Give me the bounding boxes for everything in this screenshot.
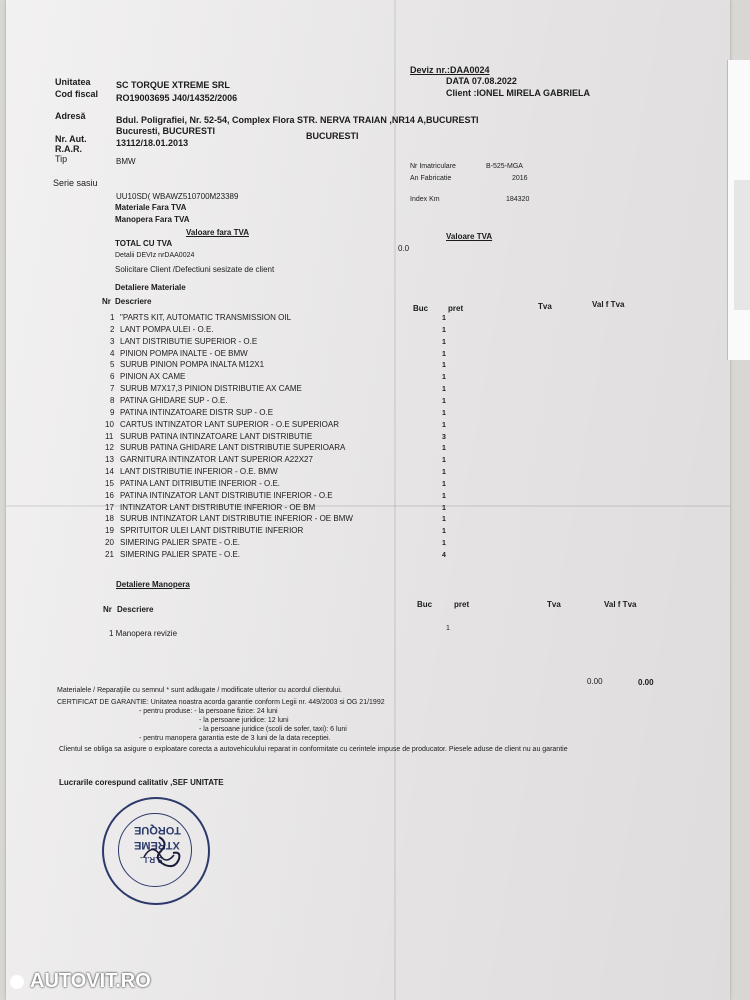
- materiale-row-buc: 1: [442, 480, 446, 488]
- materiale-row-buc: 1: [442, 362, 446, 370]
- materiale-row-descriere: SIMERING PALIER SPATE - O.E.: [120, 550, 241, 559]
- adjacent-paper-print: [734, 180, 750, 310]
- nr-aut-value: 13112/18.01.2013: [116, 138, 189, 148]
- site-watermark: [10, 970, 151, 993]
- materiale-row-descriere: SURUB PATINA INTINZATOARE LANT DISTRIBUTIE: [120, 431, 313, 441]
- materiale-row-buc: 1: [442, 504, 446, 512]
- company-stamp: [102, 797, 210, 905]
- fold-line-horizontal: [6, 505, 730, 507]
- manopera-header-val: Val f Tva: [604, 600, 637, 609]
- unitatea-value: SC TORQUE XTREME SRL: [116, 80, 230, 90]
- tip-value: BMW: [116, 157, 136, 166]
- garantie-produse: - pentru produse: - la persoane fizice: 24 luni: [139, 708, 278, 715]
- manopera-title: Detaliere Manopera: [116, 580, 190, 589]
- materiale-row-descriere: CARTUS INTINZATOR LANT SUPERIOR - O.E SUPERIOAR: [120, 419, 339, 429]
- manopera-fara-tva: Manopera Fara TVA: [115, 215, 190, 224]
- materiale-row-buc: 1: [442, 315, 446, 322]
- manopera-header-tva: Tva: [547, 600, 561, 609]
- manopera-row: 1 Manopera revizie: [109, 629, 178, 638]
- materiale-row-buc: 1: [442, 374, 446, 382]
- materiale-row-descriere: SURUB PINION POMPA INALTA M12X1: [120, 360, 265, 370]
- materiale-row-buc: 1: [442, 457, 446, 465]
- detalii-deviz: Detalii DEVIz nrDAA0024: [115, 252, 195, 259]
- materiale-row-buc: 1: [442, 516, 446, 524]
- materiale-row-descriere: SURUB M7X17,3 PINION DISTRIBUTIE AX CAME: [120, 384, 302, 394]
- tip-label: Tip: [55, 154, 68, 164]
- stamp-line-2: XTREME: [134, 839, 180, 851]
- deviz-document: [6, 0, 730, 1000]
- adresa-label: Adresă: [55, 111, 86, 121]
- fold-line-vertical: [394, 0, 396, 1000]
- materiale-row-descriere: SURUB PATINA GHIDARE LANT DISTRIBUTIE SUPERIOARA: [120, 443, 346, 453]
- materiale-row-descriere: INTINZATOR LANT DISTRIBUTIE INFERIOR - OE BM: [120, 502, 316, 512]
- materiale-row-descriere: LANT DISTRIBUTIE SUPERIOR - O.E: [120, 336, 258, 346]
- index-km-value: 184320: [506, 196, 530, 203]
- materiale-row-nr: 10: [105, 419, 114, 429]
- adresa-line2b: BUCURESTI: [306, 131, 359, 141]
- serie-value: UU10SD( WBAWZ510700M23389: [116, 192, 239, 201]
- materiale-row-descriere: PATINA INTINZATOR LANT DISTRIBUTIE INFERIOR - O.E: [120, 490, 333, 500]
- nr-imatriculare-value: B-525-MGA: [486, 163, 523, 170]
- materiale-row-descriere: LANT POMPA ULEI - O.E.: [120, 324, 214, 334]
- valoare-tva: Valoare TVA: [446, 232, 493, 241]
- lucrarile-corespund: Lucrarile corespund calitativ ,SEF UNITATE: [59, 778, 224, 787]
- nr-aut-label: Nr. Aut.: [55, 134, 87, 144]
- serie-label: Serie sasiu: [53, 178, 98, 188]
- garantie-juridice: - la persoane juridice: 12 luni: [199, 717, 289, 724]
- manopera-header-pret: pret: [454, 600, 470, 609]
- watermark-text: AUTOVIT.RO: [30, 970, 151, 992]
- materiale-row-buc: 1: [442, 397, 446, 405]
- rar-label: R.A.R.: [55, 144, 82, 154]
- materiale-row-nr: 1: [110, 313, 115, 322]
- certificat-garantie: CERTIFICAT DE GARANTIE: Unitatea noastra acorda garantie conform Legii nr. 449/2003 si OG 21/1992: [57, 699, 385, 706]
- materiale-row-descriere: PATINA GHIDARE SUP - O.E.: [120, 395, 228, 405]
- materiale-row-buc: 1: [442, 492, 446, 500]
- stamp-line-1: TORQUE: [134, 824, 181, 836]
- note-modificari: Materialele / Reparaţiile cu semnul * sunt adăugate / modificate ulterior cu acordul clientului.: [57, 687, 342, 694]
- total-value: 0.0: [398, 244, 410, 253]
- nr-imatriculare-label: Nr Imatriculare: [410, 163, 456, 170]
- materiale-row-buc: 1: [442, 326, 446, 334]
- unitatea-label: Unitatea: [55, 77, 91, 87]
- materiale-row-nr: 16: [105, 490, 114, 500]
- total-val-value: 0.00: [638, 678, 654, 687]
- total-cu-tva: TOTAL CU TVA: [115, 239, 173, 248]
- materiale-row-nr: 9: [110, 407, 115, 417]
- materiale-row-buc: 1: [442, 469, 446, 477]
- materiale-row-nr: 7: [110, 384, 115, 394]
- materiale-row-descriere: PINION AX CAME: [120, 372, 186, 382]
- materiale-header-tva: Tva: [538, 302, 552, 311]
- cod-fiscal-value: RO19003695 J40/14352/2006: [116, 93, 238, 103]
- manopera-row-buc: 1: [446, 625, 450, 632]
- materiale-row-buc: 1: [442, 421, 446, 429]
- adresa-line1: Bdul. Poligrafiei, Nr. 52-54, Complex Flora STR. NERVA TRAIAN ,NR14 A,BUCURESTI: [116, 115, 479, 125]
- materiale-row-nr: 5: [110, 360, 115, 370]
- materiale-header-pret: pret: [448, 304, 464, 313]
- materiale-row-descriere: PATINA LANT DITRIBUTIE INFERIOR - O.E.: [120, 478, 281, 488]
- stamp-line-3: S.R.L.: [140, 855, 163, 864]
- materiale-row-descriere: SURUB INTINZATOR LANT DISTRIBUTIE INFERIOR - OE BMW: [120, 514, 353, 524]
- materiale-row-descriere: GARNITURA INTINZATOR LANT SUPERIOR A22X27: [120, 455, 313, 465]
- obligatie-client: Clientul se obliga sa asigure o exploatare corecta a autovehiculului reparat in conformitate cu cerintele impuse de producator. Piesele aduse de client nu au garantie: [59, 746, 568, 753]
- materiale-row-descriere: PINION POMPA INALTE - OE BMW: [120, 348, 248, 358]
- materiale-row-nr: 4: [110, 348, 115, 358]
- materiale-row-nr: 3: [110, 336, 115, 346]
- materiale-row-buc: 1: [442, 386, 446, 394]
- materiale-row-descriere: PATINA INTINZATOARE DISTR SUP - O.E: [120, 407, 274, 417]
- materiale-row-nr: 20: [105, 538, 114, 548]
- deviz-date: DATA 07.08.2022: [446, 76, 517, 86]
- materiale-row-nr: 19: [105, 526, 114, 536]
- materiale-row-nr: 2: [110, 324, 115, 334]
- materiale-row-nr: 15: [105, 478, 114, 488]
- materiale-row-buc: 1: [442, 528, 446, 536]
- deviz-number: Deviz nr.:DAA0024: [410, 65, 490, 75]
- materiale-row-nr: 18: [105, 514, 114, 524]
- materiale-row-nr: 14: [105, 467, 114, 477]
- cod-fiscal-label: Cod fiscal: [55, 89, 99, 99]
- materiale-header-descriere: Descriere: [115, 297, 152, 306]
- materiale-fara-tva: Materiale Fara TVA: [115, 203, 187, 212]
- index-km-label: Index Km: [410, 196, 440, 203]
- materiale-title: Detaliere Materiale: [115, 283, 186, 292]
- manopera-header-buc: Buc: [417, 600, 433, 609]
- solicitare-client: Solicitare Client /Defectiuni sesizate de client: [115, 265, 275, 274]
- materiale-row-nr: 17: [105, 502, 114, 512]
- manopera-header-nr: Nr: [103, 605, 112, 614]
- materiale-header-buc: Buc: [413, 304, 429, 313]
- garantie-juridice-2: - la persoane juridice (scoli de sofer, taxi): 6 luni: [199, 726, 347, 733]
- valoare-fara-tva: Valoare fara TVA: [186, 228, 249, 237]
- materiale-row-descriere: SIMERING PALIER SPATE - O.E.: [120, 538, 241, 548]
- materiale-row-buc: 1: [442, 350, 446, 358]
- materiale-row-nr: 8: [110, 395, 115, 405]
- materiale-row-buc: 3: [442, 433, 446, 441]
- materiale-row-nr: 13: [105, 455, 114, 465]
- watermark-icon: [10, 975, 24, 989]
- an-fabricatie-label: An Fabricatie: [410, 175, 452, 182]
- materiale-row-descriere: LANT DISTRIBUTIE INFERIOR - O.E. BMW: [120, 467, 278, 477]
- materiale-row-descriere: SPRITUITOR ULEI LANT DISTRIBUTIE INFERIOR: [120, 526, 304, 536]
- adresa-line2: Bucuresti, BUCURESTI: [116, 126, 216, 136]
- signature-scribble: [104, 799, 208, 903]
- manopera-header-descriere: Descriere: [117, 605, 154, 614]
- total-tva-value: 0.00: [587, 677, 603, 686]
- materiale-row-buc: 1: [442, 338, 446, 346]
- materiale-row-descriere: "PARTS KIT, AUTOMATIC TRANSMISSION OIL: [120, 313, 292, 322]
- materiale-row-buc: 4: [442, 552, 446, 559]
- materiale-row-buc: 1: [442, 540, 446, 548]
- materiale-header-val: Val f Tva: [592, 300, 625, 309]
- materiale-row-nr: 11: [105, 431, 114, 441]
- materiale-header-nr: Nr: [102, 297, 111, 306]
- materiale-row-buc: 1: [442, 445, 446, 453]
- client-name: Client :IONEL MIRELA GABRIELA: [446, 88, 590, 98]
- garantie-manopera: - pentru manopera garantia este de 3 luni de la data receptiei.: [139, 735, 331, 742]
- materiale-row-nr: 6: [110, 372, 115, 382]
- an-fabricatie-value: 2016: [512, 175, 528, 182]
- materiale-row-nr: 12: [105, 443, 114, 453]
- materiale-row-buc: 1: [442, 409, 446, 417]
- materiale-row-nr: 21: [105, 550, 114, 559]
